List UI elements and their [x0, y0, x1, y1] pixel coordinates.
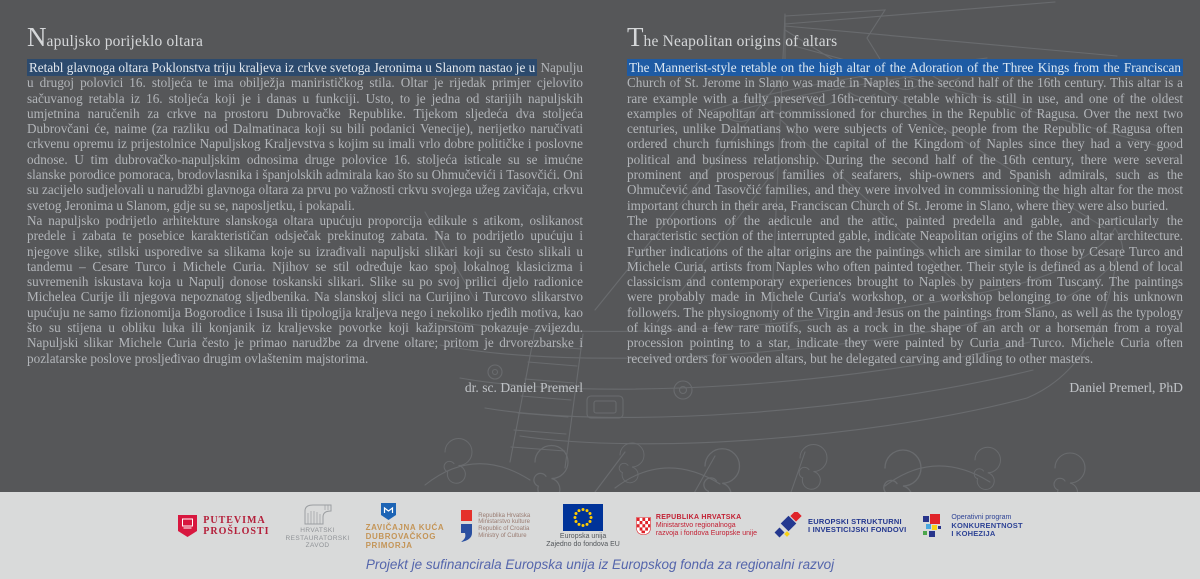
croatian-paragraph-1 — [27, 60, 583, 213]
esif-diamonds-icon — [773, 512, 803, 540]
ministarstvo-kulture-logo — [460, 510, 530, 542]
ministarstvo-regionalnoga-razvoja-logo — [636, 514, 757, 538]
english-author-signature: Daniel Premerl, PhD — [1069, 379, 1183, 395]
esif-line-1: EUROPSKI STRUKTURNI — [808, 516, 902, 526]
minreg-line-3: razvoja i fondova Europske unije — [655, 530, 758, 538]
putevima-proslosti-logo — [177, 514, 269, 538]
zavicajna-kuca-logo — [366, 502, 445, 551]
english-title-text: he Neapolitan origins of altars — [643, 33, 838, 50]
esif-logo — [773, 512, 906, 540]
restoration-institute-icon — [301, 503, 335, 525]
opkk-line-1: Operativni program — [951, 513, 1012, 521]
hrz-line-3: ZAVOD — [305, 542, 330, 550]
croatian-paragraph-1-text: Napulju u drugoj polovici 16. stoljeća te ima obilježja manirističkog stila. Oltar je rijedak primjer cjelovito sačuvanog retabla iz 16. stoljeća koji je i danas u funkciji. Usto, to je jedna od starijih napuljskih umjetnina naručenih za crkve na prostoru Dubrovačke Republike. Tijekom sljedeća dva stoljeća Dubrovčani će, naime (za razliku od Dalmatinaca koji su bili podanici Venecije), nerijetko naručivati crkvenu opremu iz prijestolnice Napuljskog Kraljevstva s kojim su imali vrlo dobre političke i poslovne odnose. U tim dubrovačko-napuljskim odnosima druge polovice 16. stoljeća isticale su se imućne slanske porodice pomoraca, brodovlasnika i španjolskih admirala kao što su Ohmučevići i Tasovčići. Oni su zacijelo sudjelovali u narudžbi glavnoga oltara za prvu po važnosti crkvu svojega užeg zavičaja, crkvu svetog Jeronima u Slanom, gdje su se, naposljetku, i pokapali. — [27, 60, 583, 213]
croatian-title — [27, 24, 583, 51]
hrvatski-restauratorski-zavod-logo — [286, 503, 350, 549]
minkult-line-2: Ministarstvo kulture — [478, 519, 530, 526]
english-paragraph-1-text: Church of St. Jerome in Slano was made in Naples in the second half of the 16th century. This altar is a rare example with a fully preserved 16th-century retable which is still in use, and one of the oldest examples of Neapolitan art commissioned for churches in the Republic of Ragusa. Over the next two centuries, unlike Dalmatians who were subjects of Venice, people from the Republic of Ragusa often ordered church furnishings from the capital of the Kingdom of Naples since they had a very good political and business relationship. During the second half of the 16th century, there were several prominent and prosperous families of seafarers, ship-owners and Spanish admirals, such as the Ohmučević and Tasovčić families, and they were involved in commissioning the high altar for the most important church in their area, Franciscan Church of St. Jerome in Slano, where they were also buried. — [627, 75, 1183, 213]
footer-logo-strip — [0, 492, 1200, 579]
hrz-line-2: RESTAURATORSKI — [285, 534, 350, 542]
eu-flag-line-1: Europska unija — [559, 532, 607, 540]
english-paragraph-1 — [627, 60, 1183, 213]
eu-flag-logo — [546, 504, 620, 549]
english-column — [627, 24, 1183, 395]
zavicajna-line-2: DUBROVAČKOG — [365, 532, 437, 542]
english-paragraph-2: The proportions of the aedicule and the attic, painted predella and gable, and particularly the characteristic section of the interrupted gable, indicate Neapolitan origins of the Slano altar architecture. Further indications of the altar origins are the paintings which are similar to those by Cesare Turco and Michele Curia, artists from Naples who often painted together. Their style is defined as a blend of local classicism and contemporary experiences brought to Naples by painters from Tuscany. The paintings were probably made in Michele Curia's workshop, or a workshop belonging to one of his unknown followers. The physiognomy of the Virgin and Jesus on the paintings from Slano, as well as the typology of kings and a few rare motifs, such as a rock in the shape of an arch or a horseman from a royal procession pointing to a star, indicate they were painted by Curia and Turco. Michele Curia often received orders for wooden altars, but he delegated carving and gilding to other masters. — [627, 212, 1183, 366]
minreg-line-1: REPUBLIKA HRVATSKA — [655, 514, 742, 522]
english-highlighted-sentence: The Mannerist-style retable on the high altar of the Adoration of the Three Kings from the Franciscan — [629, 60, 1181, 75]
croatian-paragraph-2: Na napuljsko podrijetlo arhitekture slanskoga oltara upućuju proporcija edikule s atikom, oslikanost predele i zabata te posebice karakterističan odsječak prekinutog zabata. Na to podrijetlo upućuju i njegove slike, stilski usporedive sa slikama koje su izrađivali napuljski slikari koji su često slikali u tandemu – Cesare Turco i Michele Curia. Njihov se stil određuje kao spoj lokalnog klasicizma i suvremenih iskustava koja u Napulj donose toskanski slikari. Slike su po svoj prilici djelo radionice Michelea Curije ili njegova nepoznatog sljedbenika. Na slanskoj slici na Curijino i Turcovo slikarstvo upućuju ne samo fizionomija Bogorodice i Isusa ili tipologija kraljeva nego i nekoliko rjeđih motiva, kao što su stijena u obliku luka ili konjanik iz kraljevske povorke koji kažiprstom pokazuje zvijezdu. Napuljski slikar Michele Curia često je primao narudžbe za drvene oltare; pritom je drvorezbarske i pozlatarske poslove prosljeđivao drugim ovlaštenim majstorima. — [27, 212, 583, 366]
english-title — [627, 24, 1183, 51]
croatian-title-text: apuljsko porijeklo oltara — [46, 33, 204, 50]
zavicajna-line-3: PRIMORJA — [365, 541, 413, 551]
minkult-line-1: Republika Hrvatska — [478, 512, 531, 519]
putevima-line-1: PUTEVIMA — [203, 514, 266, 526]
esif-line-2: I INVESTICIJSKI FONDOVI — [808, 525, 907, 535]
zavicajna-kuca-icon — [380, 502, 397, 521]
croatian-highlighted-sentence: Retabl glavnoga oltara Poklonstva triju kraljeva iz crkve svetoga Jeronima u Slanom nastao je u — [29, 60, 536, 75]
croatian-coat-of-arms-icon — [636, 517, 651, 535]
putevima-proslosti-icon — [177, 514, 198, 538]
opkk-line-2: KONKURENTNOST — [951, 520, 1023, 530]
eu-flag-icon — [563, 504, 603, 531]
minkult-line-4: Ministry of Culture — [478, 533, 527, 540]
hrz-line-1: HRVATSKI — [300, 527, 335, 535]
croatian-column — [27, 24, 583, 395]
opkk-mosaic-icon — [922, 514, 946, 538]
opkk-line-3: I KOHEZIJA — [951, 529, 996, 539]
ministry-of-culture-icon — [460, 510, 473, 542]
eu-flag-line-2: Zajedno do fondova EU — [546, 540, 620, 548]
croatian-author-signature: dr. sc. Daniel Premerl — [464, 379, 583, 395]
minreg-line-2: Ministarstvo regionalnoga — [655, 522, 736, 530]
opkk-logo — [922, 514, 1022, 539]
croatian-title-dropcap: N — [27, 22, 47, 52]
eu-funding-note: Projekt je sufinancirala Europska unija iz Europskog fonda za regionalni razvoj — [365, 557, 835, 572]
logo-row — [0, 502, 1200, 551]
zavicajna-line-1: ZAVIČAJNA KUĆA — [365, 523, 445, 532]
english-title-dropcap: T — [627, 22, 644, 52]
minkult-line-3: Republic of Croatia — [478, 526, 530, 533]
putevima-line-2: PROŠLOSTI — [203, 526, 270, 538]
